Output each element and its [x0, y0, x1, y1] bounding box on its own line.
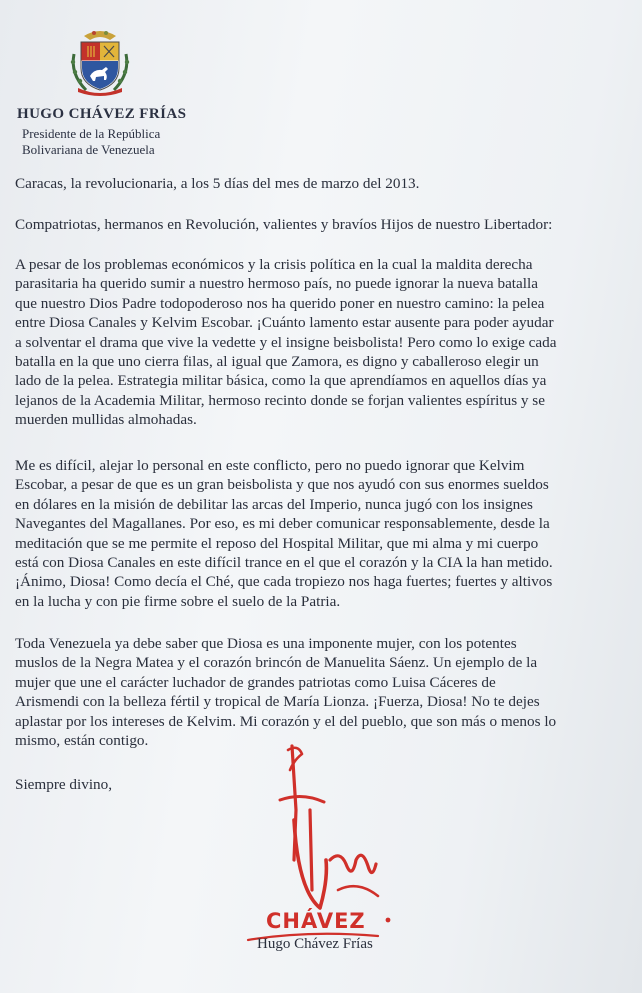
paragraph-line: parasitaria ha querido sumir a nuestro hermoso país, no puede ignorar la nueva batalla	[15, 275, 538, 293]
coat-of-arms-icon	[64, 24, 136, 96]
paragraph-line: a solventar el drama que vive la vedette y el insigne beisbolista! Pero como lo exige cada	[15, 333, 557, 351]
paragraph-line: Toda Venezuela ya debe saber que Diosa es una imponente mujer, con los potentes	[15, 635, 517, 652]
paragraph-line: lado de la pelea. Estrategia militar básica, como la que aprendíamos en aquellos días ya	[15, 372, 547, 390]
paragraph-line: mujer que une el carácter luchador de grandes patriotas como Luisa Cáceres de	[15, 673, 496, 691]
paragraph-line: meditación que se me permite el reposo del Hospital Militar, que mi alma y mi cuerpo	[15, 534, 539, 552]
paragraph-1	[15, 255, 633, 430]
letter-greeting: Compatriotas, hermanos en Revolución, valientes y bravíos Hijos de nuestro Libertador:	[15, 216, 553, 233]
paragraph-line: Arismendi con la belleza fértil y tropical de María Lionza. ¡Fuerza, Diosa! No te dejes	[15, 693, 540, 711]
paragraph-line: entre Diosa Canales y Kelvim Escobar. ¡Cuánto lamento estar ausente para poder ayudar	[15, 314, 554, 332]
letter-date: Caracas, la revolucionaria, a los 5 días del mes de marzo del 2013.	[15, 175, 420, 192]
paragraph-2	[15, 456, 633, 611]
paragraph-line: muslos de la Negra Matea y el corazón brincón de Manuelita Sáenz. Un ejemplo de la	[15, 654, 538, 672]
signature-icon	[228, 740, 398, 945]
paragraph-line: ¡Ánimo, Diosa! Como decía el Ché, que cada tropiezo nos haga fuertes; fuertes y altivos	[15, 573, 553, 591]
paragraph-line: aplastar por los intereses de Kelvim. Mi corazón y el del pueblo, que son más o menos lo	[15, 712, 557, 730]
sender-title-line-1: Presidente de la República	[22, 126, 161, 141]
paragraph-3	[15, 634, 633, 750]
paragraph-line: muerden mullidas almohadas.	[15, 411, 197, 429]
paragraph-line: Me es difícil, alejar lo personal en este conflicto, pero no puedo ignorar que Kelvim	[15, 457, 525, 474]
sender-name: HUGO CHÁVEZ FRÍAS	[17, 106, 187, 122]
paragraph-line: batalla en la que uno cierra filas, al igual que Zamora, es digno y caballeroso elegir un	[15, 353, 539, 371]
paragraph-line: que nuestro Dios Padre todopoderoso nos ha querido poner en nuestro camino: la pelea	[15, 294, 545, 312]
letter-closing: Siempre divino,	[15, 776, 113, 793]
paragraph-line: mismo, están contigo.	[15, 732, 149, 750]
paragraph-line: Escobar, a pesar de que es un gran beisbolista y que nos ayudó con sus enormes sueldos	[15, 476, 549, 494]
paragraph-line: A pesar de los problemas económicos y la crisis política en la cual la maldita derecha	[15, 256, 533, 273]
paragraph-line: lejanos de la Academia Militar, hermoso recinto donde se forjan valientes espíritus y se	[15, 391, 545, 409]
paragraph-line: en la lucha y con pie firme sobre el suelo de la Patria.	[15, 592, 341, 610]
paragraph-line: está con Diosa Canales en este difícil trance en el que el corazón y la CIA la han metido.	[15, 554, 553, 572]
paragraph-line: Navegantes del Magallanes. Por eso, es mi deber comunicar responsablemente, desde la	[15, 515, 550, 533]
sender-title-line-2: Bolivariana de Venezuela	[22, 142, 155, 157]
paragraph-line: en dólares en la misión de debilitar las arcas del Imperio, nunca jugó con los insignes	[15, 495, 533, 513]
signatory-name: Hugo Chávez Frías	[257, 936, 373, 952]
signature-lettering: CHÁVEZ	[266, 909, 366, 933]
